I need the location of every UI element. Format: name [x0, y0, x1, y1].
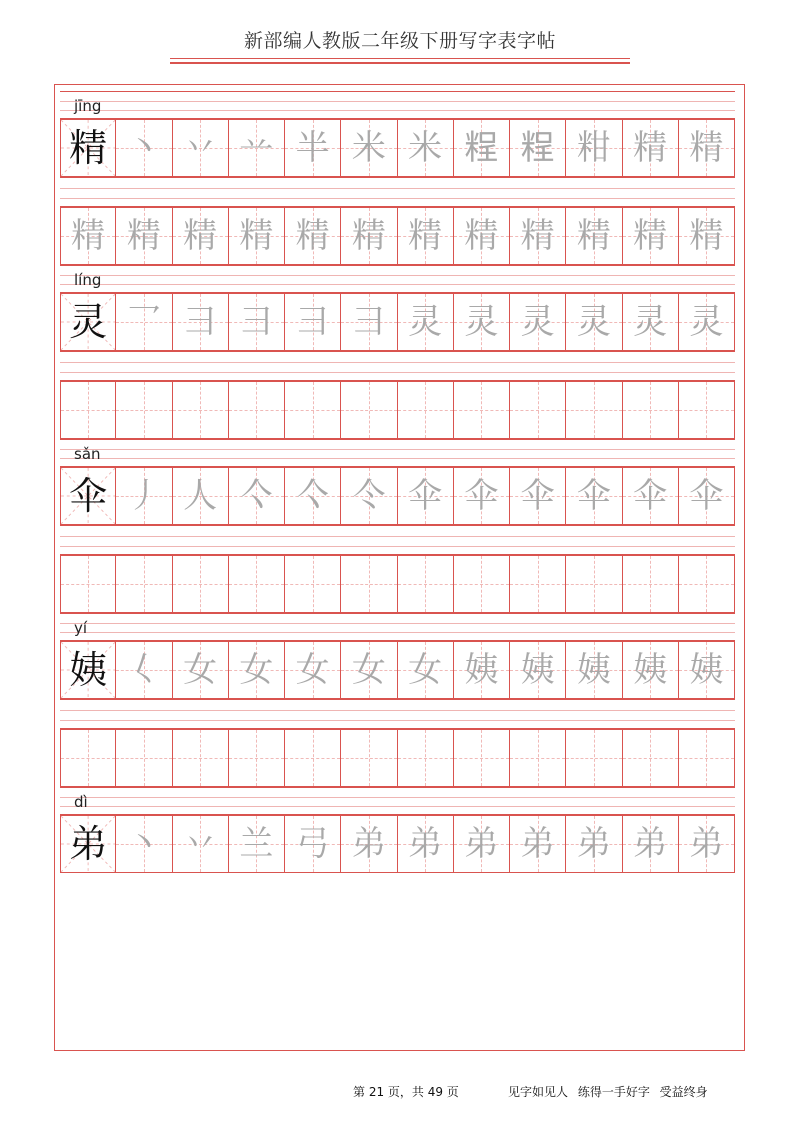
- stroke-step-cell: [173, 467, 229, 525]
- stroke-step-character: 弟: [520, 824, 555, 864]
- stroke-step-cell: [285, 641, 341, 699]
- practice-cell[interactable]: [454, 381, 510, 439]
- stroke-step-character: 伞: [633, 476, 668, 516]
- trace-character: 精: [295, 216, 330, 256]
- practice-cell[interactable]: [566, 381, 622, 439]
- character-section: [60, 613, 735, 787]
- practice-cell[interactable]: [510, 381, 566, 439]
- stroke-order-row: [60, 119, 735, 177]
- stroke-step-character: 女: [295, 650, 330, 690]
- model-character: 弟: [69, 822, 108, 866]
- trace-character: 精: [408, 216, 443, 256]
- spacer-strip: [60, 699, 735, 729]
- trace-character: [229, 382, 284, 438]
- stroke-step-character: 伞: [689, 476, 724, 516]
- stroke-order-row: [60, 467, 735, 525]
- stroke-step-cell: [679, 815, 735, 873]
- practice-cell[interactable]: [679, 207, 735, 265]
- stroke-step-cell: [566, 293, 622, 351]
- stroke-step-cell: [229, 293, 285, 351]
- practice-cell[interactable]: [116, 555, 172, 613]
- practice-cell[interactable]: [285, 555, 341, 613]
- stroke-step-cell: [398, 293, 454, 351]
- trace-character: 精: [351, 216, 386, 256]
- trace-character: [116, 556, 171, 612]
- stroke-step-cell: [454, 815, 510, 873]
- trace-character: [623, 556, 678, 612]
- practice-cell[interactable]: [623, 555, 679, 613]
- trace-character: [285, 382, 340, 438]
- trace-character: 精: [239, 216, 274, 256]
- stroke-step-cell: [454, 641, 510, 699]
- model-character-cell: [60, 815, 116, 873]
- stroke-step-cell: [454, 293, 510, 351]
- stroke-step-cell: [510, 815, 566, 873]
- stroke-step-cell: [116, 467, 172, 525]
- trace-character: 精: [126, 216, 161, 256]
- pinyin-label: sǎn: [74, 445, 101, 463]
- pinyin-label: yí: [74, 619, 88, 637]
- stroke-step-cell: [510, 293, 566, 351]
- practice-cell[interactable]: [454, 729, 510, 787]
- stroke-step-cell: [679, 641, 735, 699]
- trace-character: [285, 556, 340, 612]
- trace-character: [454, 730, 509, 786]
- stroke-step-character: 丶: [126, 824, 161, 864]
- trace-character: [285, 730, 340, 786]
- stroke-step-character: 弟: [576, 824, 611, 864]
- practice-cell[interactable]: [398, 555, 454, 613]
- practice-row: [60, 207, 735, 265]
- practice-cell[interactable]: [116, 381, 172, 439]
- stroke-step-character: 伞: [408, 476, 443, 516]
- stroke-step-character: 𡿨: [126, 650, 161, 690]
- trace-character: [510, 730, 565, 786]
- trace-character: [398, 730, 453, 786]
- practice-cell[interactable]: [173, 207, 229, 265]
- pinyin-strip: [60, 613, 735, 641]
- stroke-step-character: 䒑: [239, 128, 274, 168]
- stroke-step-character: 弟: [464, 824, 499, 864]
- trace-character: [173, 730, 228, 786]
- practice-row: [60, 555, 735, 613]
- practice-cell[interactable]: [285, 207, 341, 265]
- practice-cell[interactable]: [510, 555, 566, 613]
- stroke-step-character: 弟: [689, 824, 724, 864]
- practice-cell[interactable]: [679, 729, 735, 787]
- practice-cell[interactable]: [454, 555, 510, 613]
- trace-character: [173, 556, 228, 612]
- stroke-step-cell: [341, 815, 397, 873]
- character-section: [60, 265, 735, 439]
- practice-cell[interactable]: [173, 555, 229, 613]
- practice-cell[interactable]: [679, 555, 735, 613]
- model-character: 精: [69, 126, 108, 170]
- stroke-step-cell: [173, 815, 229, 873]
- stroke-step-cell: [566, 641, 622, 699]
- practice-cell[interactable]: [229, 555, 285, 613]
- page-number: 第 21 页，共 49 页: [353, 1085, 459, 1099]
- practice-cell[interactable]: [229, 381, 285, 439]
- practice-cell[interactable]: [510, 729, 566, 787]
- practice-cell[interactable]: [341, 729, 397, 787]
- trace-character: [229, 730, 284, 786]
- practice-cell[interactable]: [623, 381, 679, 439]
- model-character-cell: [60, 293, 116, 351]
- stroke-step-cell: [341, 293, 397, 351]
- stroke-step-cell: [510, 467, 566, 525]
- stroke-step-character: 灵: [520, 302, 555, 342]
- trace-character: [341, 382, 396, 438]
- stroke-step-cell: [229, 119, 285, 177]
- model-character: 灵: [69, 300, 108, 344]
- stroke-step-character: 女: [351, 650, 386, 690]
- character-section: [60, 787, 735, 873]
- stroke-step-cell: [398, 815, 454, 873]
- model-character: 姨: [69, 648, 108, 692]
- spacer-strip: [60, 525, 735, 555]
- model-character: 伞: [69, 474, 108, 518]
- stroke-step-character: 伞: [576, 476, 611, 516]
- stroke-step-cell: [341, 641, 397, 699]
- stroke-step-character: 彐: [183, 302, 218, 342]
- character-section: [60, 439, 735, 613]
- spacer-strip: [60, 351, 735, 381]
- stroke-step-cell: [341, 467, 397, 525]
- footer-motto: 见字如见人 练得一手好字 受益终身: [508, 1085, 708, 1099]
- stroke-step-cell: [623, 119, 679, 177]
- practice-cell[interactable]: [60, 207, 116, 265]
- stroke-step-cell: [173, 641, 229, 699]
- trace-character: [566, 556, 621, 612]
- trace-character: 精: [633, 216, 668, 256]
- stroke-step-cell: [398, 641, 454, 699]
- stroke-step-character: 彐: [351, 302, 386, 342]
- model-character-cell: [60, 641, 116, 699]
- character-section: [60, 91, 735, 265]
- stroke-step-character: 半: [295, 128, 330, 168]
- stroke-step-character: 丿: [126, 476, 161, 516]
- pinyin-strip: [60, 787, 735, 815]
- stroke-step-character: 精: [633, 128, 668, 168]
- stroke-step-character: 𥺆: [464, 128, 499, 168]
- practice-cell[interactable]: [398, 381, 454, 439]
- page-title: 新部编人教版二年级下册写字表字帖: [243, 30, 556, 52]
- stroke-step-character: 灵: [689, 302, 724, 342]
- pinyin-label: líng: [74, 271, 102, 289]
- stroke-step-character: 彐: [239, 302, 274, 342]
- practice-cell[interactable]: [623, 207, 679, 265]
- trace-character: 精: [689, 216, 724, 256]
- stroke-step-character: 米: [351, 128, 386, 168]
- practice-cell[interactable]: [510, 207, 566, 265]
- stroke-order-row: [60, 293, 735, 351]
- stroke-step-cell: [454, 119, 510, 177]
- practice-cell[interactable]: [566, 207, 622, 265]
- stroke-step-character: 𥺆: [520, 128, 555, 168]
- stroke-step-cell: [285, 119, 341, 177]
- stroke-step-cell: [566, 815, 622, 873]
- stroke-step-character: 姨: [633, 650, 668, 690]
- stroke-step-character: 女: [183, 650, 218, 690]
- stroke-step-character: 女: [408, 650, 443, 690]
- practice-cell[interactable]: [623, 729, 679, 787]
- trace-character: [454, 556, 509, 612]
- header-divider: [170, 58, 630, 59]
- trace-character: [510, 556, 565, 612]
- trace-character: [454, 382, 509, 438]
- stroke-step-cell: [116, 119, 172, 177]
- practice-row: [60, 381, 735, 439]
- header-divider-thick: [170, 62, 630, 64]
- practice-cell[interactable]: [285, 729, 341, 787]
- stroke-step-character: 姨: [520, 650, 555, 690]
- practice-cell[interactable]: [116, 207, 172, 265]
- stroke-step-cell: [229, 641, 285, 699]
- model-character-cell: [60, 467, 116, 525]
- trace-character: [229, 556, 284, 612]
- stroke-step-character: 精: [689, 128, 724, 168]
- practice-cell[interactable]: [60, 729, 116, 787]
- pinyin-strip: [60, 439, 735, 467]
- trace-character: 精: [71, 216, 106, 256]
- stroke-order-row: [60, 815, 735, 873]
- stroke-step-character: 丷: [183, 824, 218, 864]
- stroke-step-character: 米: [408, 128, 443, 168]
- stroke-step-character: 弟: [633, 824, 668, 864]
- stroke-step-cell: [679, 467, 735, 525]
- stroke-step-character: 粓: [576, 128, 611, 168]
- trace-character: [61, 730, 115, 786]
- practice-cell[interactable]: [454, 207, 510, 265]
- stroke-step-cell: [623, 641, 679, 699]
- stroke-step-character: 亽: [295, 476, 330, 516]
- trace-character: [566, 730, 621, 786]
- trace-character: [398, 382, 453, 438]
- trace-character: [398, 556, 453, 612]
- practice-cell[interactable]: [566, 729, 622, 787]
- stroke-step-cell: [623, 815, 679, 873]
- stroke-step-cell: [566, 119, 622, 177]
- stroke-step-cell: [679, 293, 735, 351]
- stroke-step-cell: [173, 293, 229, 351]
- trace-character: [679, 382, 734, 438]
- trace-character: [341, 556, 396, 612]
- stroke-step-character: 姨: [464, 650, 499, 690]
- stroke-step-character: 伞: [464, 476, 499, 516]
- pinyin-label: jīng: [74, 97, 102, 115]
- stroke-step-character: 灵: [576, 302, 611, 342]
- stroke-step-cell: [398, 119, 454, 177]
- stroke-step-character: 仒: [351, 476, 386, 516]
- practice-grid: [60, 91, 735, 873]
- trace-character: 精: [183, 216, 218, 256]
- practice-cell[interactable]: [341, 381, 397, 439]
- practice-cell[interactable]: [398, 729, 454, 787]
- stroke-step-character: 伞: [520, 476, 555, 516]
- trace-character: [61, 382, 115, 438]
- stroke-step-cell: [229, 467, 285, 525]
- stroke-step-character: 兰: [239, 824, 274, 864]
- stroke-step-character: 彐: [295, 302, 330, 342]
- practice-row: [60, 729, 735, 787]
- stroke-step-character: 弟: [408, 824, 443, 864]
- stroke-step-cell: [285, 467, 341, 525]
- practice-cell[interactable]: [566, 555, 622, 613]
- stroke-step-cell: [398, 467, 454, 525]
- practice-cell[interactable]: [341, 555, 397, 613]
- spacer-strip: [60, 177, 735, 207]
- stroke-step-cell: [623, 293, 679, 351]
- practice-cell[interactable]: [60, 381, 116, 439]
- trace-character: 精: [576, 216, 611, 256]
- practice-cell[interactable]: [173, 381, 229, 439]
- stroke-step-cell: [285, 293, 341, 351]
- stroke-step-cell: [116, 641, 172, 699]
- practice-cell[interactable]: [229, 207, 285, 265]
- stroke-step-cell: [285, 815, 341, 873]
- stroke-step-cell: [229, 815, 285, 873]
- practice-cell[interactable]: [679, 381, 735, 439]
- model-character-cell: [60, 119, 116, 177]
- stroke-step-cell: [454, 467, 510, 525]
- trace-character: [623, 382, 678, 438]
- pinyin-strip: [60, 91, 735, 119]
- trace-character: [679, 556, 734, 612]
- stroke-step-character: 女: [239, 650, 274, 690]
- trace-character: [61, 556, 115, 612]
- stroke-step-character: 丶: [126, 128, 161, 168]
- trace-character: [510, 382, 565, 438]
- stroke-step-cell: [566, 467, 622, 525]
- pinyin-label: dì: [74, 793, 88, 811]
- practice-cell[interactable]: [173, 729, 229, 787]
- stroke-step-cell: [623, 467, 679, 525]
- stroke-step-cell: [116, 815, 172, 873]
- trace-character: [341, 730, 396, 786]
- stroke-step-cell: [510, 119, 566, 177]
- practice-cell[interactable]: [116, 729, 172, 787]
- trace-character: 精: [520, 216, 555, 256]
- practice-cell[interactable]: [229, 729, 285, 787]
- stroke-step-cell: [679, 119, 735, 177]
- stroke-step-character: 灵: [464, 302, 499, 342]
- stroke-step-cell: [341, 119, 397, 177]
- stroke-step-character: 灵: [408, 302, 443, 342]
- stroke-step-character: 灵: [633, 302, 668, 342]
- stroke-step-character: 亽: [239, 476, 274, 516]
- stroke-step-character: 丷: [183, 128, 218, 168]
- stroke-step-cell: [173, 119, 229, 177]
- trace-character: [623, 730, 678, 786]
- stroke-step-character: 人: [183, 476, 218, 516]
- trace-character: [173, 382, 228, 438]
- stroke-step-character: 姨: [689, 650, 724, 690]
- practice-cell[interactable]: [341, 207, 397, 265]
- stroke-step-character: 姨: [576, 650, 611, 690]
- stroke-step-character: 弟: [351, 824, 386, 864]
- pinyin-strip: [60, 265, 735, 293]
- stroke-step-cell: [116, 293, 172, 351]
- trace-character: [566, 382, 621, 438]
- practice-cell[interactable]: [398, 207, 454, 265]
- stroke-step-character: 弓: [295, 824, 330, 864]
- trace-character: 精: [464, 216, 499, 256]
- practice-cell[interactable]: [285, 381, 341, 439]
- practice-cell[interactable]: [60, 555, 116, 613]
- trace-character: [679, 730, 734, 786]
- trace-character: [116, 730, 171, 786]
- stroke-step-cell: [510, 641, 566, 699]
- stroke-order-row: [60, 641, 735, 699]
- trace-character: [116, 382, 171, 438]
- stroke-step-character: 乛: [126, 302, 161, 342]
